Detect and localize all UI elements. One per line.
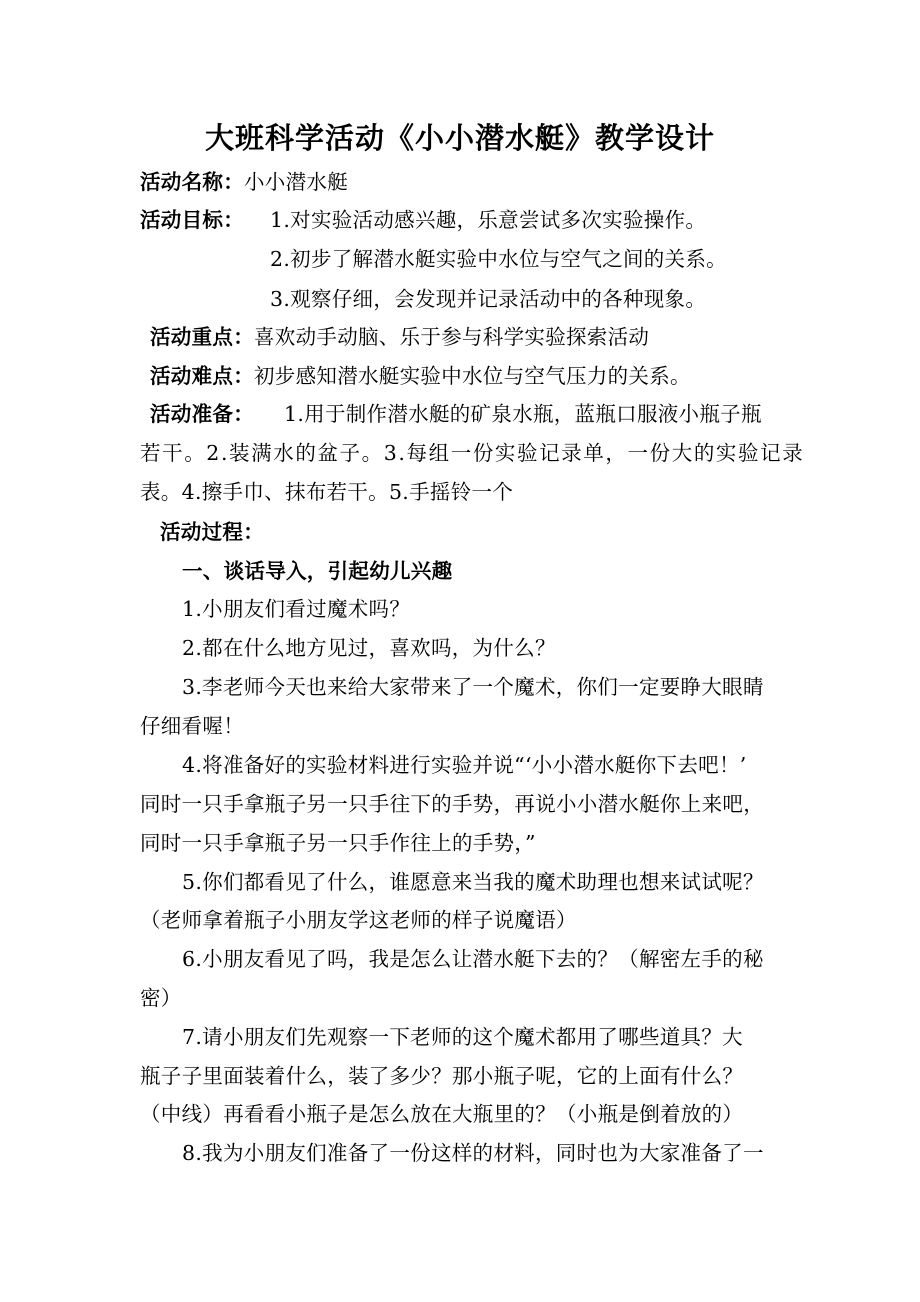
activity-difficulty-label: 活动难点：	[150, 364, 254, 388]
activity-focus-label: 活动重点：	[150, 325, 254, 349]
activity-name-value: 小小潜水艇	[244, 170, 348, 194]
activity-process-label: 活动过程：	[160, 520, 264, 544]
section-1-heading: 一、谈话导入，引起幼儿兴趣	[182, 559, 453, 583]
activity-prep-label: 活动准备：	[150, 402, 254, 426]
paragraph-4-line-2: 同时一只手拿瓶子另一只手往下的手势，再说小小潜水艇你上来吧，	[140, 792, 764, 816]
paragraph-1: 1.小朋友们看过魔术吗？	[182, 597, 411, 621]
activity-goals-line	[140, 206, 244, 234]
goal-2: 2.初步了解潜水艇实验中水位与空气之间的关系。	[270, 247, 727, 271]
activity-focus-value: 喜欢动手动脑、乐于参与科学实验探索活动	[254, 325, 650, 349]
paragraph-6-line-1: 6.小朋友看见了吗，我是怎么让潜水艇下去的？（解密左手的秘	[182, 947, 764, 971]
activity-prep-line	[150, 400, 254, 428]
prep-line-2: 若干。2.装满水的盆子。3.每组一份实验记录单，一份大的实验记录	[140, 441, 805, 465]
paragraph-4-line-1: 4.将准备好的实验材料进行实验并说“‘小小潜水艇你下去吧！’	[182, 753, 747, 777]
goal-1: 1.对实验活动感兴趣，乐意尝试多次实验操作。	[270, 208, 707, 232]
paragraph-6-line-2: 密）	[140, 986, 182, 1010]
paragraph-3-line-1: 3.李老师今天也来给大家带来了一个魔术，你们一定要睁大眼睛	[182, 675, 764, 699]
paragraph-8-line-1: 8.我为小朋友们准备了一份这样的材料，同时也为大家准备了一	[182, 1141, 764, 1165]
activity-difficulty-value: 初步感知潜水艇实验中水位与空气压力的关系。	[254, 364, 691, 388]
prep-line-1: 1.用于制作潜水艇的矿泉水瓶，蓝瓶口服液小瓶子瓶	[284, 402, 762, 426]
activity-name-label: 活动名称：	[140, 170, 244, 194]
paragraph-3-line-2: 仔细看喔！	[140, 714, 244, 738]
activity-focus-line	[150, 323, 649, 351]
paragraph-4-line-3: 同时一只手拿瓶子另一只手作往上的手势，”	[140, 831, 536, 855]
document-title: 大班科学活动《小小潜水艇》教学设计	[204, 121, 715, 155]
paragraph-7-line-1: 7.请小朋友们先观察一下老师的这个魔术都用了哪些道具？大	[182, 1025, 743, 1049]
paragraph-7-line-2: 瓶子子里面装着什么，装了多少？那小瓶子呢，它的上面有什么？	[140, 1064, 744, 1088]
prep-line-3: 表。4.擦手巾、抹布若干。5.手摇铃一个	[140, 480, 514, 504]
activity-goals-label: 活动目标：	[140, 208, 244, 232]
paragraph-5-line-1: 5.你们都看见了什么，谁愿意来当我的魔术助理也想来试试呢？	[182, 870, 764, 894]
goal-3: 3.观察仔细，会发现并记录活动中的各种现象。	[270, 287, 707, 311]
paragraph-7-line-3: （中线）再看看小瓶子是怎么放在大瓶里的？（小瓶是倒着放的）	[140, 1102, 744, 1126]
activity-name-line	[140, 168, 348, 196]
paragraph-2: 2.都在什么地方见过，喜欢吗，为什么？	[182, 636, 556, 660]
paragraph-5-line-2: （老师拿着瓶子小朋友学这老师的样子说魔语）	[140, 908, 577, 932]
activity-difficulty-line	[150, 362, 691, 390]
